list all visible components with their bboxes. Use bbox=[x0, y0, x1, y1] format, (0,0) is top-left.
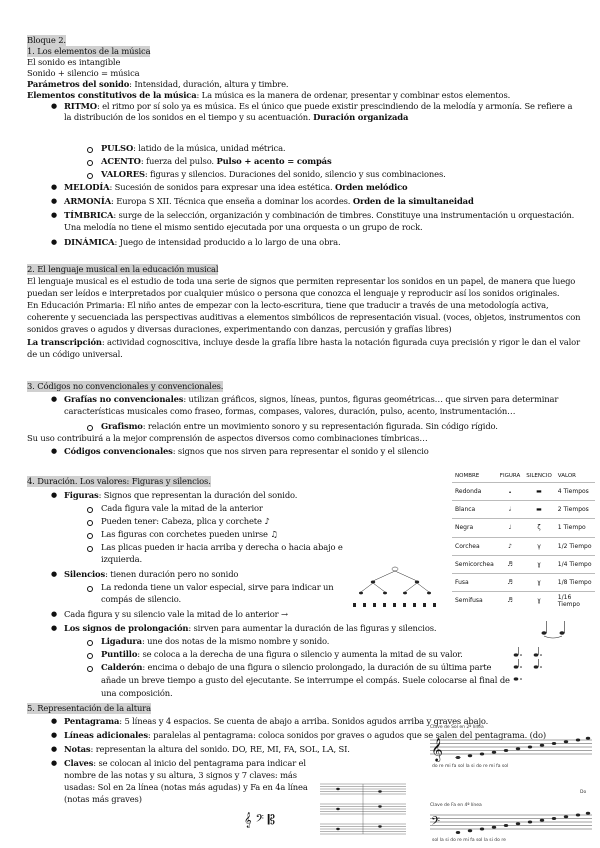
definition: : figuras y silencios. Duraciones del sonido, silencio y sus combinaciones. bbox=[144, 169, 446, 179]
bullet-disc-icon: ● bbox=[51, 211, 58, 219]
section-4-heading: 4. Duración. Los valores: Figuras y silencios. bbox=[27, 476, 211, 486]
clefs-staff-examples-image bbox=[318, 780, 408, 840]
figure-name: Fusa bbox=[452, 573, 497, 591]
text-line: Una melodía no tiene el mismo sentido ejecutada por una orquesta o un grupo de rock. bbox=[64, 222, 423, 232]
term: VALORES bbox=[101, 169, 145, 179]
treble-staff-image bbox=[428, 732, 594, 762]
term: La transcripción bbox=[27, 337, 102, 347]
term: MELODÍA bbox=[64, 182, 110, 192]
figure-value: 1/8 Tiempo bbox=[555, 573, 595, 591]
figure-value: 1/4 Tiempo bbox=[555, 555, 595, 573]
text-line bbox=[64, 101, 572, 112]
definition: : tienen duración pero no sonido bbox=[105, 569, 239, 579]
section-1-heading: 1. Los elementos de la música bbox=[27, 46, 151, 56]
bullet-circle-icon bbox=[87, 666, 93, 672]
figure-value: 1/16 Tiempo bbox=[555, 592, 595, 610]
bullet-disc-icon: ● bbox=[51, 759, 58, 767]
figure-name: Blanca bbox=[452, 501, 497, 519]
term: TÍMBRICA bbox=[64, 210, 114, 220]
text-line: características musicales como fraseo, formas, compases, valores, duración, pulso, acento, instrumentación… bbox=[64, 406, 516, 416]
term: Silencios bbox=[64, 569, 106, 579]
text-line bbox=[101, 143, 285, 154]
definition: : Signos que representan la duración del sonido. bbox=[98, 490, 298, 500]
dot-fermata-example-image bbox=[508, 645, 550, 687]
bullet-circle-icon bbox=[87, 533, 93, 539]
table-header: NOMBRE bbox=[455, 473, 480, 479]
text-line: compás de silencio. bbox=[101, 594, 182, 604]
term: RITMO bbox=[64, 101, 97, 111]
term: Orden de la simultaneidad bbox=[352, 196, 474, 206]
text-line: nombre de las notas y su altura, 3 signos y 7 claves: más bbox=[64, 770, 297, 780]
section-2-heading: 2. El lenguaje musical en la educación musical bbox=[27, 264, 219, 274]
figures-table bbox=[452, 470, 595, 609]
term: Grafías no convencionales bbox=[64, 394, 184, 404]
text-line: de un código universal. bbox=[27, 349, 123, 359]
text-line: La redonda tiene un valor especial, sirve para indicar un bbox=[101, 582, 334, 592]
clef-icons: 𝄞 𝄢 𝄡 bbox=[244, 813, 275, 828]
text-line: (notas más graves) bbox=[64, 794, 142, 804]
text-line bbox=[64, 394, 558, 405]
text-line bbox=[101, 649, 463, 660]
definition: : encima o debajo de una figura o silencio prolongado, la duración de su última parte bbox=[142, 662, 492, 672]
text-line bbox=[64, 237, 341, 248]
definition: : signos que nos sirven para representar el sonido y el silencio bbox=[172, 446, 429, 456]
sixteenth-note-icon: ♬ bbox=[497, 555, 523, 573]
bullet-disc-icon: ● bbox=[51, 491, 58, 499]
whole-rest-icon: ▬ bbox=[523, 483, 555, 501]
bullet-disc-icon: ● bbox=[51, 395, 58, 403]
term: Claves bbox=[64, 758, 94, 768]
text-line: Cada figura y su silencio vale la mitad de lo anterior → bbox=[64, 609, 288, 619]
definition: : Europa S XII. Técnica que enseña a dominar los acordes. bbox=[111, 196, 353, 206]
figure-value: 2 Tiempos bbox=[555, 501, 595, 519]
definition: la distribución de los sonidos en el tiempo y su acentuación. bbox=[64, 112, 314, 122]
block-label: Bloque 2. bbox=[27, 35, 66, 45]
bullet-circle-icon bbox=[87, 507, 93, 513]
text-line bbox=[64, 744, 350, 755]
definition: : Juego de intensidad producido a lo largo de una obra. bbox=[114, 237, 341, 247]
eighth-note-icon: ♪ bbox=[497, 537, 523, 555]
bullet-disc-icon: ● bbox=[51, 197, 58, 205]
text-line bbox=[64, 182, 408, 193]
quarter-rest-icon: ζ bbox=[523, 519, 555, 537]
table-row bbox=[452, 537, 595, 555]
definition: : utilizan gráficos, signos, líneas, puntos, figuras geométricas… que sirven para determinar bbox=[183, 394, 559, 404]
text-line bbox=[64, 623, 436, 634]
bullet-disc-icon: ● bbox=[51, 183, 58, 191]
figure-value: 1 Tiempo bbox=[555, 519, 595, 537]
section-5-heading: 5. Representación de la altura bbox=[27, 703, 151, 713]
figure-value: 4 Tiempos bbox=[555, 483, 595, 501]
table-row bbox=[452, 592, 595, 610]
figure-name: Semicorchea bbox=[452, 555, 497, 573]
table-header-row bbox=[452, 470, 595, 483]
term: Orden melódico bbox=[335, 182, 408, 192]
definition: : surge de la selección, organización y combinación de timbres. Constituye una instrumentación u orquestación. bbox=[113, 210, 575, 220]
text-line: Sonido + silencio = música bbox=[27, 68, 140, 78]
table-header: SILENCIO bbox=[526, 473, 552, 479]
text-line bbox=[27, 79, 288, 90]
term: Grafismo bbox=[101, 421, 143, 431]
definition: : se coloca a la derecha de una figura o silencio y aumenta la mitad de su valor. bbox=[137, 649, 463, 659]
text-line: sonidos graves o agudos y diversas duraciones, experimentando con danzas, percusión y grafías libres) bbox=[27, 324, 452, 334]
term: Figuras bbox=[64, 490, 99, 500]
text-line bbox=[64, 112, 408, 123]
thirtysecond-rest-icon: ɣ bbox=[523, 573, 555, 591]
definition: : sirven para aumentar la duración de las figuras y silencios. bbox=[188, 623, 437, 633]
bullet-disc-icon: ● bbox=[51, 624, 58, 632]
table-row bbox=[452, 483, 595, 501]
table-header: VALOR bbox=[557, 473, 576, 479]
text-line bbox=[101, 421, 498, 432]
definition: : relación entre un movimiento sonoro y su representación figurada. Sin código rígido. bbox=[142, 421, 498, 431]
definition: : el ritmo por sí solo ya es música. Es el único que puede existir prescindiendo de la melodía y armonía. Se refiere a bbox=[96, 101, 573, 111]
text-line: usadas: Sol en 2a línea (notas más agudas) y Fa en 4a línea bbox=[64, 782, 308, 792]
clef-caption: Clave de Fa en 4ª línea bbox=[430, 803, 482, 808]
figure-name: Semifusa bbox=[452, 592, 497, 610]
term: Líneas adicionales bbox=[64, 730, 148, 740]
bullet-circle-icon bbox=[87, 147, 93, 153]
figure-value: 1/2 Tiempo bbox=[555, 537, 595, 555]
term: Puntillo bbox=[101, 649, 138, 659]
clef-caption: Clave de Sol en 2ª línea bbox=[430, 725, 484, 730]
text-line: Las figuras con corchetes pueden unirse ♫ bbox=[101, 529, 278, 539]
text-line: El lenguaje musical es el estudio de toda una serie de signos que permiten representar los sonidos en un papel, de manera que luego bbox=[27, 276, 576, 286]
text-line bbox=[64, 446, 429, 457]
text-line bbox=[101, 636, 329, 647]
bullet-disc-icon: ● bbox=[51, 610, 58, 618]
definition: : se colocan al inicio del pentagrama para indicar el bbox=[93, 758, 306, 768]
bullet-disc-icon: ● bbox=[51, 447, 58, 455]
text-line bbox=[101, 662, 491, 673]
definition: : La música es la manera de ordenar, presentar y combinar estos elementos. bbox=[196, 90, 511, 100]
text-line: una composición. bbox=[101, 688, 173, 698]
term: Notas bbox=[64, 744, 91, 754]
bullet-circle-icon bbox=[87, 640, 93, 646]
figure-name: Redonda bbox=[452, 483, 497, 501]
svg-text:𝄞: 𝄞 bbox=[431, 737, 443, 761]
do-label: Do bbox=[580, 790, 587, 795]
definition: : representan la altura del sonido. DO, RE, MI, FA, SOL, LA, SI. bbox=[90, 744, 350, 754]
table-row bbox=[452, 501, 595, 519]
term: DINÁMICA bbox=[64, 237, 115, 247]
thirtysecond-note-icon: ♬ bbox=[497, 573, 523, 591]
definition: : Sucesión de sonidos para expresar una idea estética. bbox=[109, 182, 336, 192]
tie-example-image bbox=[538, 617, 570, 639]
definition: : fuerza del pulso. bbox=[140, 156, 217, 166]
figure-name: Corchea bbox=[452, 537, 497, 555]
bullet-circle-icon bbox=[87, 653, 93, 659]
text-line bbox=[101, 169, 446, 180]
definition: : Intensidad, duración, altura y timbre. bbox=[129, 79, 289, 89]
bullet-disc-icon: ● bbox=[51, 238, 58, 246]
section-3-heading: 3. Códigos no convencionales y convencionales. bbox=[27, 381, 224, 391]
definition: : paralelas al pentagrama: coloca sonidos por graves o agudos que se salen del pentagrama. (do) bbox=[147, 730, 546, 740]
bullet-circle-icon bbox=[87, 425, 93, 431]
bullet-circle-icon bbox=[87, 520, 93, 526]
text-line bbox=[27, 90, 510, 101]
term: Duración organizada bbox=[313, 112, 409, 122]
text-line: Pueden tener: Cabeza, plica y corchete ♪ bbox=[101, 516, 270, 526]
term: Pulso + acento = compás bbox=[216, 156, 332, 166]
text-line bbox=[64, 569, 238, 580]
definition: : une dos notas de la mismo nombre y sonido. bbox=[141, 636, 330, 646]
whole-note-icon: 𝅝 bbox=[497, 483, 523, 501]
table-row bbox=[452, 573, 595, 591]
eighth-rest-icon: γ bbox=[523, 537, 555, 555]
figure-name: Negra bbox=[452, 519, 497, 537]
note-names: do re mi fa sol la si do re mi fa sol bbox=[432, 764, 509, 769]
text-line: añade un breve tiempo a gusto del ejecutante. Se interrumpe el compás. Suele colocarse al final de bbox=[101, 675, 510, 685]
term: Ligadura bbox=[101, 636, 142, 646]
bullet-circle-icon bbox=[87, 546, 93, 552]
text-line bbox=[27, 337, 580, 348]
text-line: izquierda. bbox=[101, 554, 143, 564]
quarter-note-icon: ♩ bbox=[497, 519, 523, 537]
text-line bbox=[64, 716, 488, 727]
sixtyfourth-note-icon: ♬ bbox=[497, 592, 523, 610]
bullet-disc-icon: ● bbox=[51, 745, 58, 753]
term: ACENTO bbox=[101, 156, 141, 166]
half-note-icon: 𝅗𝅥 bbox=[497, 501, 523, 519]
term: Pentagrama bbox=[64, 716, 120, 726]
definition: : 5 líneas y 4 espacios. Se cuenta de abajo a arriba. Sonidos agudos arriba y graves abajo. bbox=[119, 716, 489, 726]
sixteenth-rest-icon: ɣ bbox=[523, 555, 555, 573]
figure-tree-diagram bbox=[345, 565, 445, 613]
text-line: coherente y secuenciada las perspectivas auditivas a elementos simbólicos de representación visual. (voces, objetos, instrumentos con bbox=[27, 312, 581, 322]
term: Códigos convencionales bbox=[64, 446, 173, 456]
bullet-circle-icon bbox=[87, 160, 93, 166]
text-line bbox=[64, 490, 297, 501]
term: Elementos constitutivos de la música bbox=[27, 90, 197, 100]
term: Los signos de prolongación bbox=[64, 623, 189, 633]
definition: : actividad cognoscitiva, incluye desde la grafía libre hasta la notación figurada cuya precisión y rigor le dan el valor bbox=[101, 337, 580, 347]
text-line bbox=[64, 210, 574, 221]
table-row bbox=[452, 555, 595, 573]
text-line: puedan ser leídos e interpretados por cualquier músico o persona que conozca el lenguaje y reproducir así los sonidos originales. bbox=[27, 288, 560, 298]
term: Parámetros del sonido bbox=[27, 79, 130, 89]
bullet-circle-icon bbox=[87, 173, 93, 179]
text-line bbox=[64, 196, 474, 207]
text-line: Las plicas pueden ir hacia arriba y derecha o hacia abajo e bbox=[101, 542, 343, 552]
bass-staff-image bbox=[428, 810, 594, 836]
bullet-circle-icon bbox=[87, 586, 93, 592]
term: Calderón bbox=[101, 662, 143, 672]
text-line: En Educación Primaria: El niño antes de empezar con la lecto-escritura, tiene que traducir a través de una metodología activa, bbox=[27, 300, 549, 310]
bullet-disc-icon: ● bbox=[51, 102, 58, 110]
note-names: sol la si do re mi fa sol la si do re bbox=[432, 838, 506, 843]
bullet-disc-icon: ● bbox=[51, 570, 58, 578]
half-rest-icon: ▬ bbox=[523, 501, 555, 519]
bullet-disc-icon: ● bbox=[51, 731, 58, 739]
term: PULSO bbox=[101, 143, 134, 153]
text-line: Cada figura vale la mitad de la anterior bbox=[101, 503, 263, 513]
text-line: Su uso contribuirá a la mejor comprensión de aspectos diversos como combinaciones tímbricas… bbox=[27, 433, 428, 443]
definition: : latido de la música, unidad métrica. bbox=[133, 143, 286, 153]
sixtyfourth-rest-icon: ɣ bbox=[523, 592, 555, 610]
text-line bbox=[101, 156, 332, 167]
svg-text:𝄢: 𝄢 bbox=[431, 815, 441, 831]
table-header: FIGURA bbox=[499, 473, 521, 479]
term: ARMONÍA bbox=[64, 196, 112, 206]
text-line: El sonido es intangible bbox=[27, 57, 121, 67]
text-line bbox=[64, 758, 306, 769]
bullet-disc-icon: ● bbox=[51, 717, 58, 725]
table-row bbox=[452, 519, 595, 537]
